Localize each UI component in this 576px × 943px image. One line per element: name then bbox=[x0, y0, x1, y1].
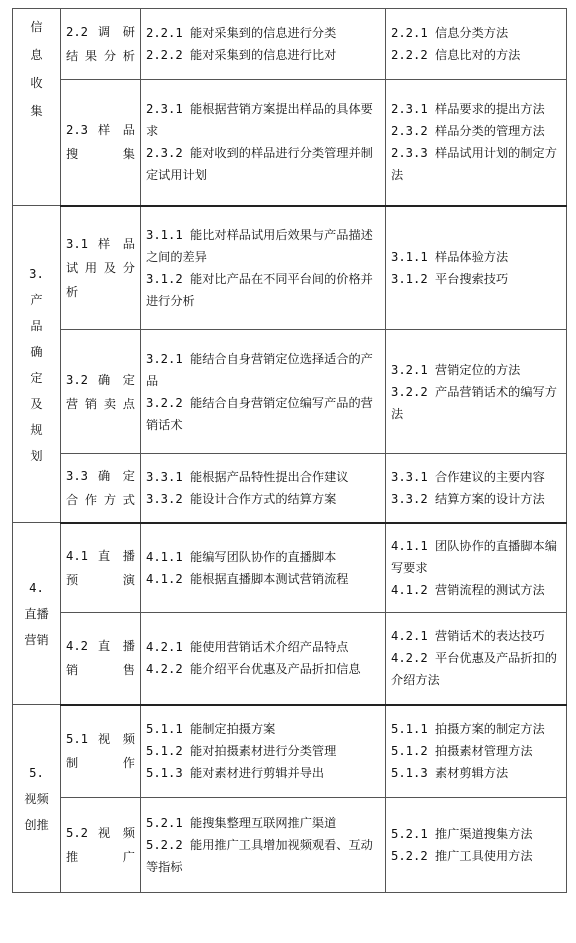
knowledge-text: 3.3.1 合作建议的主要内容 bbox=[391, 469, 545, 484]
sub-item-cell bbox=[61, 9, 141, 80]
skills-cell bbox=[141, 9, 386, 80]
table-row bbox=[13, 613, 567, 705]
knowledge-cell bbox=[386, 523, 567, 613]
knowledge-text: 2.2.2 信息比对的方法 bbox=[391, 48, 521, 62]
skill-text: 5.1.3 能对素材进行剪辑并导出 bbox=[146, 766, 325, 781]
knowledge-text: 3.1.2 平台搜索技巧 bbox=[391, 271, 509, 286]
sub-item-cell bbox=[61, 523, 141, 613]
sub-item-cell bbox=[61, 705, 141, 798]
skills-cell bbox=[141, 206, 386, 330]
knowledge-text: 3.2.2 产品营销话术的编写方法 bbox=[391, 384, 557, 421]
knowledge-text: 4.2.1 营销话术的表达技巧 bbox=[391, 629, 545, 644]
table-row bbox=[13, 80, 567, 206]
sub-item-cell bbox=[61, 80, 141, 206]
skill-text: 4.2.2 能介绍平台优惠及产品折扣信息 bbox=[146, 662, 361, 677]
knowledge-text: 5.1.2 拍摄素材管理方法 bbox=[391, 744, 533, 759]
skills-cell bbox=[141, 798, 386, 893]
knowledge-cell bbox=[386, 613, 567, 705]
sub-item-cell bbox=[61, 798, 141, 893]
group-label: 5. 视频 创推 bbox=[24, 766, 49, 832]
skill-text: 5.1.2 能对拍摄素材进行分类管理 bbox=[146, 744, 337, 759]
skill-text: 5.1.1 能制定拍摄方案 bbox=[146, 722, 276, 737]
group-label: 3. 产 品 确 定 及 规 划 bbox=[29, 266, 44, 463]
skill-text: 5.2.1 能搜集整理互联网推广渠道 bbox=[146, 816, 337, 830]
table-row bbox=[13, 454, 567, 523]
skill-text: 2.3.2 能对收到的样品进行分类管理并制定试用计划 bbox=[146, 146, 373, 183]
knowledge-text: 5.2.2 推广工具使用方法 bbox=[391, 849, 533, 863]
sub-item-label: 2.3 样 品 搜集 bbox=[66, 123, 135, 162]
knowledge-text: 5.1.3 素材剪辑方法 bbox=[391, 766, 509, 781]
knowledge-text: 2.3.3 样品试用计划的制定方法 bbox=[391, 146, 557, 183]
group-cell bbox=[13, 523, 61, 705]
group-label: 4. 直播 营销 bbox=[24, 581, 49, 647]
skill-text: 2.3.1 能根据营销方案提出样品的具体要求 bbox=[146, 102, 373, 139]
sub-item-label: 4.2 直 播 销售 bbox=[66, 639, 135, 678]
skills-table bbox=[12, 8, 567, 893]
knowledge-text: 5.2.1 推广渠道搜集方法 bbox=[391, 827, 533, 841]
group-cell bbox=[13, 206, 61, 523]
knowledge-text: 4.1.2 营销流程的测试方法 bbox=[391, 582, 545, 597]
skill-text: 3.1.1 能比对样品试用后效果与产品描述之间的差异 bbox=[146, 227, 373, 264]
table-row bbox=[13, 705, 567, 798]
table-row bbox=[13, 798, 567, 893]
sub-item-cell bbox=[61, 613, 141, 705]
sub-item-label: 3.1 样 品 试用及分 析 bbox=[66, 236, 135, 299]
knowledge-text: 2.3.2 样品分类的管理方法 bbox=[391, 124, 545, 139]
sub-item-label: 3.3 确 定 合作方式 bbox=[66, 468, 135, 507]
skills-cell bbox=[141, 613, 386, 705]
table-row bbox=[13, 9, 567, 80]
sub-item-cell bbox=[61, 330, 141, 454]
knowledge-cell bbox=[386, 80, 567, 206]
knowledge-cell bbox=[386, 206, 567, 330]
skill-text: 3.1.2 能对比产品在不同平台间的价格并进行分析 bbox=[146, 271, 373, 308]
skill-text: 3.3.2 能设计合作方式的结算方案 bbox=[146, 491, 337, 506]
skill-text: 4.1.2 能根据直播脚本测试营销流程 bbox=[146, 571, 349, 586]
knowledge-text: 2.2.1 信息分类方法 bbox=[391, 26, 509, 40]
page bbox=[12, 8, 566, 893]
skill-text: 2.2.1 能对采集到的信息进行分类 bbox=[146, 26, 337, 40]
knowledge-cell bbox=[386, 454, 567, 523]
sub-item-cell bbox=[61, 454, 141, 523]
group-cell bbox=[13, 9, 61, 206]
knowledge-cell bbox=[386, 330, 567, 454]
skills-cell bbox=[141, 80, 386, 206]
knowledge-text: 5.1.1 拍摄方案的制定方法 bbox=[391, 722, 545, 737]
skill-text: 3.3.1 能根据产品特性提出合作建议 bbox=[146, 469, 349, 484]
table-row bbox=[13, 523, 567, 613]
group-label: 信 息 收 集 bbox=[30, 20, 43, 118]
sub-item-label: 4.1 直 播 预演 bbox=[66, 548, 135, 587]
skills-cell bbox=[141, 454, 386, 523]
knowledge-cell bbox=[386, 705, 567, 798]
knowledge-cell bbox=[386, 9, 567, 80]
skills-cell bbox=[141, 523, 386, 613]
table-row bbox=[13, 206, 567, 330]
skill-text: 3.2.1 能结合自身营销定位选择适合的产品 bbox=[146, 351, 373, 388]
skill-text: 4.1.1 能编写团队协作的直播脚本 bbox=[146, 549, 337, 564]
sub-item-cell bbox=[61, 206, 141, 330]
knowledge-text: 4.2.2 平台优惠及产品折扣的介绍方法 bbox=[391, 651, 557, 688]
sub-item-label: 5.2 视 频 推广 bbox=[66, 826, 135, 864]
table-row bbox=[13, 330, 567, 454]
knowledge-text: 3.3.2 结算方案的设计方法 bbox=[391, 491, 545, 506]
knowledge-text: 2.3.1 样品要求的提出方法 bbox=[391, 102, 545, 117]
skill-text: 5.2.2 能用推广工具增加视频观看、互动等指标 bbox=[146, 838, 373, 874]
group-cell bbox=[13, 705, 61, 893]
knowledge-cell bbox=[386, 798, 567, 893]
sub-item-label: 3.2 确 定 营销卖点 bbox=[66, 372, 135, 411]
skill-text: 2.2.2 能对采集到的信息进行比对 bbox=[146, 48, 337, 62]
skill-text: 3.2.2 能结合自身营销定位编写产品的营销话术 bbox=[146, 395, 373, 432]
sub-item-label: 5.1 视 频 制作 bbox=[66, 732, 135, 771]
knowledge-text: 3.2.1 营销定位的方法 bbox=[391, 362, 521, 377]
knowledge-text: 3.1.1 样品体验方法 bbox=[391, 249, 509, 264]
skills-cell bbox=[141, 330, 386, 454]
sub-item-label: 2.2 调 研 结果分析 bbox=[66, 25, 135, 63]
skills-cell bbox=[141, 705, 386, 798]
knowledge-text: 4.1.1 团队协作的直播脚本编写要求 bbox=[391, 538, 557, 575]
skill-text: 4.2.1 能使用营销话术介绍产品特点 bbox=[146, 640, 349, 655]
